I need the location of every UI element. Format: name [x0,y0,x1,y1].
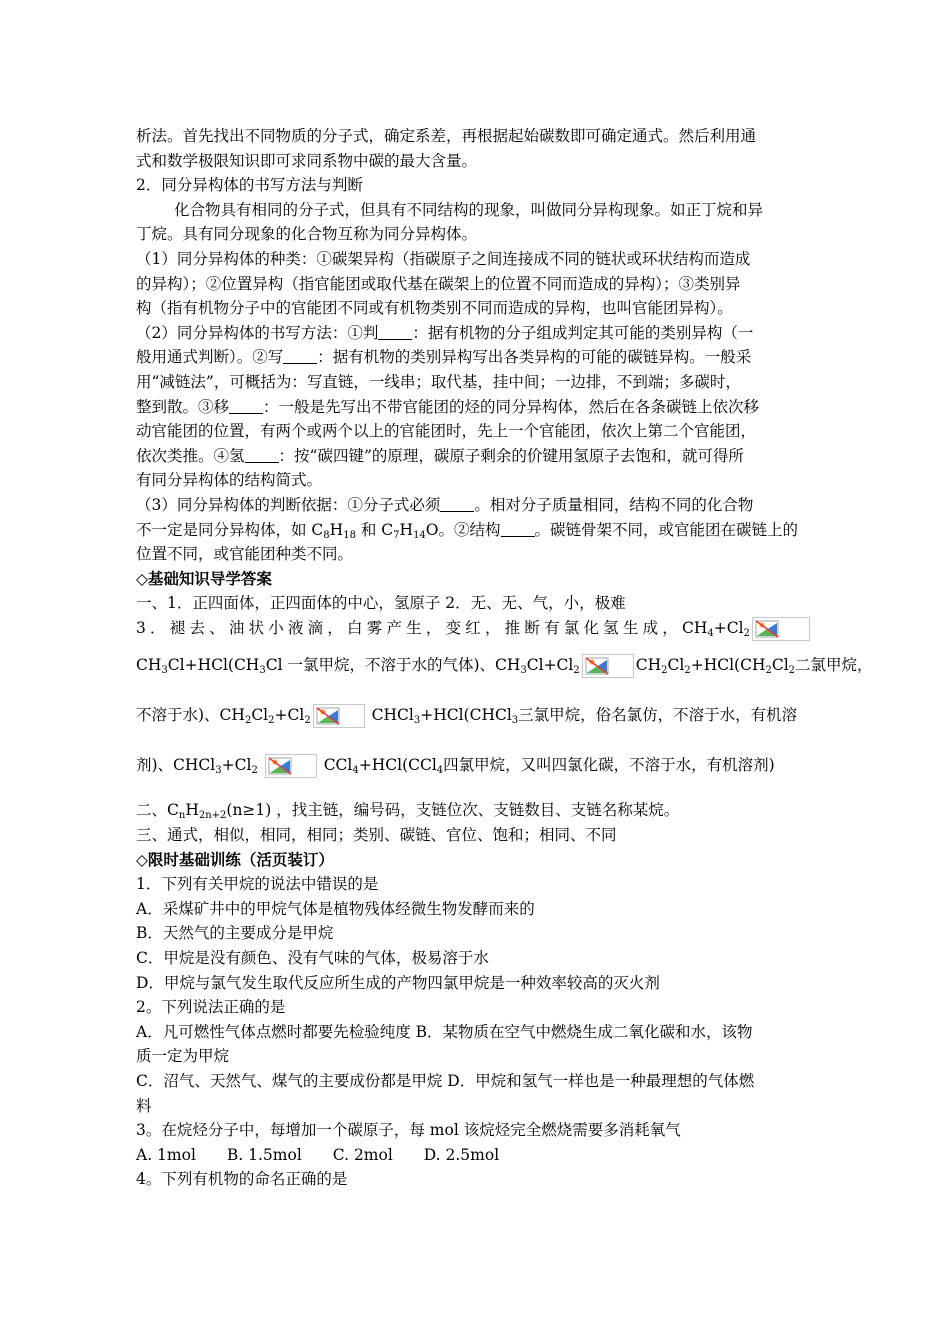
subscript: 2 [268,715,275,727]
section2-p3e: 动官能团的位置，有两个或两个以上的官能团时，先上一个官能团，依次上第二个官能团， [136,422,757,441]
subscript: 8 [323,529,330,541]
subscript: 3 [259,665,266,677]
section2-p4b [136,518,816,543]
question-1-option-d: D．甲烷与氯气发生取代反应所生成的产物四氯甲烷是一种效率较高的灭火剂 [136,973,660,992]
question-2-options-ab-cont: 质一定为甲烷 [136,1047,230,1066]
broken-image-icon [752,617,810,641]
answers-title: ◇基础知识导学答案 [136,568,272,588]
text: ：按“碳四键”的原理，碳原子剩余的价键用氢原子去饱和，就可得所 [278,446,744,465]
formula: +HCl(CCl [358,756,437,775]
formula: CH [635,656,662,675]
subscript: 7 [393,529,400,541]
subscript: 18 [343,529,356,541]
fill-blank [229,399,263,414]
formula: Cl [771,656,789,675]
text: H [399,520,414,539]
subscript: 2 [743,627,750,639]
fill-blank [501,522,535,537]
text: 二氯甲烷， [795,656,873,675]
question-2-options-cd-cont: 料 [136,1096,152,1115]
formula: CCl [323,756,353,775]
subscript: 2 [788,665,796,677]
fill-blank [245,448,279,463]
text: 二、C [136,801,179,820]
subscript: 14 [413,529,426,541]
formula: 不溶于水)、CH [136,706,245,725]
training-title: ◇限时基础训练（活页装订） [136,849,334,869]
intro-line-1: 析法。首先找出不同物质的分子式，确定系差，再根据起始碳数即可确定通式。然后利用通 [136,127,757,145]
subscript: 3 [520,665,527,677]
question-1-option-c: C．甲烷是没有颜色、没有气味的气体，极易溶于水 [136,949,489,968]
subscript: 2 [661,665,668,677]
text: 和 C [355,520,394,539]
answers-r3 [136,690,816,740]
text: H [185,801,199,820]
question-2-options-cd: C．沼气、天然气、煤气的主要成份都是甲烷 D．甲烷和氢气一样也是一种最理想的气体燃 [136,1072,755,1090]
section2-p3a [136,321,816,346]
question-1-option-b: B．天然气的主要成分是甲烷 [136,924,334,943]
fill-blank [440,497,474,512]
subscript: 2 [765,665,772,677]
formula: CH [681,618,708,637]
section2-p3f [136,444,816,469]
spacer [136,790,816,798]
text: 依次类推。④氢 [136,446,245,465]
subscript: 2 [684,665,691,677]
answers-l1: 一、1．正四面体，正四面体的中心，氢原子 2．无、无、气，小，极难 [136,594,626,613]
subscript: 2 [244,715,252,727]
subscript: 3 [413,715,421,727]
question-1-option-a: A．采煤矿井中的甲烷气体是植物残体经微生物发酵而来的 [136,899,535,918]
formula: Cl 一氯甲烷，不溶于水的气体)、CH [265,656,521,675]
fill-blank [378,325,412,340]
answers-r4 [136,740,816,790]
section2-p3g: 有同分异构体的结构简式。 [136,471,323,490]
subscript: 4 [707,627,714,639]
formula: CH [136,656,162,675]
text: ：据有机物的类别异构写出各类异构的可能的碳链异构。一般采 [317,348,752,367]
section2-p2c: 构（指有机物分子中的官能团不同或有机物类别不同而造成的异构，也叫官能团异构）。 [136,299,733,318]
section2-p4a [136,493,816,518]
fill-blank [283,349,317,364]
question-3-options: A. 1mol B. 1.5mol C. 2mol D. 2.5mol [136,1145,500,1164]
subscript: 3 [161,665,168,677]
text: (n≥1) ，找主链，编号码，支链位次、支链数目、支链名称某烷。 [226,801,680,820]
subscript: 2 [573,665,580,677]
text: ：一般是先写出不带官能团的烃的同分异构体，然后在各条碳链上依次移 [263,397,760,416]
formula: +Cl [274,706,305,725]
answers-l2 [136,616,816,641]
text: O。②结构 [425,520,501,539]
formula: +HCl(CHCl [420,706,512,725]
subscript: 2n+2 [198,810,227,822]
text: 整到散。③移 [136,397,230,416]
text: （3）同分异构体的判断依据：①分子式必须 [136,495,441,514]
question-1: 1．下列有关甲烷的说法中错误的是 [136,875,379,894]
subscript: 4 [436,765,444,777]
formula: Cl [251,706,269,725]
formula: Cl+HCl(CH [167,656,260,675]
section2-p4c: 位置不同，或官能团种类不同。 [136,545,354,564]
question-2: 2。下列说法正确的是 [136,998,286,1017]
section2-p1b: 丁烷。具有同分现象的化合物互称为同分异构体。 [136,225,478,244]
section2-p3c: 用“减链法”，可概括为：写直链，一线串；取代基，挂中间；一边排，不到端；多碳时， [136,372,741,391]
text: ：据有机物的分子组成判定其可能的类别异构（一 [412,323,754,342]
answers-r2 [136,640,873,690]
section2-p1a: 化合物具有相同的分子式，但具有不同结构的现象，叫做同分异构现象。如正丁烷和异 [174,200,764,219]
broken-image-icon [265,754,317,778]
answers-l4: 三、通式，相似，相同，相同；类别、碳链、官位、饱和；相同、不同 [136,826,617,845]
formula: Cl+Cl [526,656,574,675]
answers-l3 [136,798,816,823]
text: 般用通式判断）。②写 [136,348,284,367]
broken-image-icon [313,704,365,728]
text: 3．褪去、油状小液滴，白雾产生，变红，推断有氯化氢生成， [136,618,682,637]
subscript: 2 [304,715,311,727]
subscript: 4 [352,765,359,777]
intro-line-2: 式和数学极限知识即可求同系物中碳的最大含量。 [136,151,478,170]
text: 不一定是同分异构体，如 C [136,520,324,539]
subscript: 3 [215,765,222,777]
formula: +HCl(CH [690,656,766,675]
text: 四氯甲烷，又叫四氯化碳，不溶于水，有机溶剂) [443,756,775,775]
section2-title: 2．同分异构体的书写方法与判断 [136,176,363,195]
text: 。相对分子质量相同，结构不同的化合物 [474,495,754,514]
subscript: n [178,810,186,822]
formula: +Cl [221,756,252,775]
question-3: 3。在烷烃分子中，每增加一个碳原子，每 mol 该烷烃完全燃烧需要多消耗氧气 [136,1121,681,1140]
question-2-options-ab: A．凡可燃性气体点燃时都要先检验纯度 B．某物质在空气中燃烧生成二氧化碳和水，该物 [136,1022,753,1041]
formula: CHCl [371,706,414,725]
section2-p2a: （1）同分异构体的种类：①碳架异构（指碳原子之间连接成不同的链状或环状结构而造成 [136,249,751,268]
subscript: 3 [511,715,519,727]
document-page [136,124,873,1192]
text: H [329,520,344,539]
formula: Cl [667,656,685,675]
section2-p3b [136,345,816,370]
text: 三氯甲烷，俗名氯仿，不溶于水，有机溶 [518,706,798,725]
subscript: 2 [251,765,258,777]
formula: +Cl [713,618,744,637]
text: 。碳链骨架不同，或官能团在碳链上的 [534,520,799,539]
section2-p3d [136,395,816,420]
formula: 剂)、CHCl [136,756,216,775]
section2-p2b: 的异构）；②位置异构（指官能团或取代基在碳架上的位置不同而造成的异构）；③类别异 [136,274,741,293]
broken-image-icon [582,654,634,678]
question-4: 4。下列有机物的命名正确的是 [136,1170,348,1189]
text: （2）同分异构体的书写方法：①判 [136,323,379,342]
